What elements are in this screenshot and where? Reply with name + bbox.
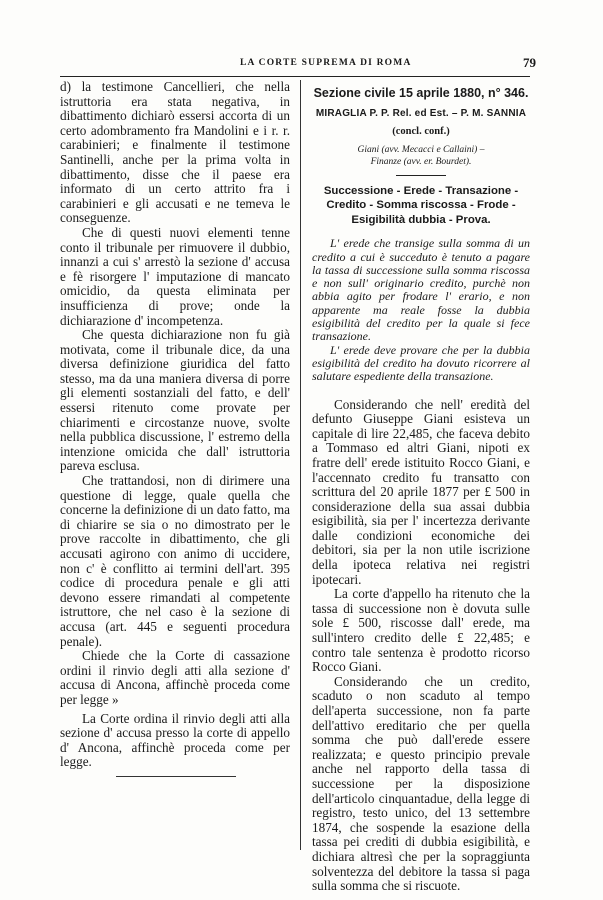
left-paragraph-3: Che questa dichiarazione non fu già motivata, come il tribunale dice, da una diversa definizione giuridica del fatto stesso, ma da una maniera diversa di porre gli elementi sostanziali del fatto, e dell' essersi ritenuto come provate per chiarimenti e circostanze nuove, svolte nella pubblica discussione, l' estremo della intenzione omicida che dall' istruttoria pareva esclusa.	[60, 327, 290, 474]
case-parties-line-1: Giani (avv. Mecacci e Callaini) –	[357, 144, 485, 155]
court-ruling-paragraph: La Corte ordina il rinvio degli atti alla sezione d' accusa presso la corte di appello d' Ancona, affinchè proceda come per legge.	[60, 710, 290, 770]
left-paragraph-4: Che trattandosi, non di dirimere una questione di legge, quale quella che concerne la definizione di un dato fatto, ma di chiarire se sia o no dimostrato per le prove raccolte in dibattimento, che gli accusati agirono con animo di uccidere, non c' è conflitto ai termini dell'art. 395 codice di procedura penale e gli atti devono essere rimandati al competente istruttore, che nel caso è la sezione di accusa (art. 445 e seguenti procedura penale).	[60, 473, 290, 649]
running-title: LA CORTE SUPREMA DI ROMA	[240, 58, 412, 68]
case-heading	[312, 86, 530, 168]
left-column	[60, 80, 290, 777]
end-rule	[116, 776, 236, 777]
left-paragraph-2: Che di questi nuovi elementi tenne conto il tribunale per rimuovere il dubbio, innanzi a cui s' arrestò la sezione d' accusa e fè risorgere l' imputazione di mancato omicidio, da questa eliminata per insufficienza di prove; onde la dichiarazione d' incompetenza.	[60, 224, 290, 328]
column-divider	[300, 80, 301, 850]
case-keywords: Successione - Erede - Transazione - Credito - Somma riscossa - Frode - Esigibilità dubbia - Prova.	[323, 184, 519, 226]
running-header	[60, 52, 536, 72]
case-maxims	[312, 237, 530, 383]
maxim-2: L' erede deve provare che per la dubbia esigibilità del credito ha dovuto ricorrere al salutare espediente della transazione.	[312, 342, 530, 384]
page-number: 79	[523, 55, 536, 70]
case-parties-line-2: Finanze (avv. er. Bourdet).	[370, 156, 472, 167]
header-rule	[60, 76, 530, 77]
left-paragraph-5: Chiede che la Corte di cassazione ordini il rinvio degli atti alla sezione d' accusa di Ancona, affinchè proceda come per legge »	[60, 648, 290, 707]
left-paragraph-1: d) la testimone Cancellieri, che nella istruttoria era stata negativa, in dibattimento dichiarò essersi accorta di un certo adombramento fra Mandolini e i r. r. carabinieri; e finalmente il testimone Santinelli, anche per la prima volta in dibattimento, disse che il paese era informato di un certo attrito fra i carabinieri e gli accusati e ne temeva le conseguenze.	[60, 79, 290, 226]
right-paragraph-3: Considerando che un credito, scaduto o non scaduto al tempo dell'aperta successione, non fa parte dell'attivo ereditario che per quella somma che può dall'erede essere realizzata; e questo principio prevale anche nel rapporto della tassa di successione per la disposizione dell'articolo cinquantadue, della legge di registro, testo unico, del 13 settembre 1874, che sospende la esazione della tassa pei crediti di dubbia esigibilità, e dichiara altresì che per la sopraggiunta solventezza del debitore la tassa si paga sulla somma che si riscuote.	[312, 673, 530, 894]
case-date-line: Sezione civile 15 aprile 1880, n° 346.	[313, 86, 529, 100]
right-body	[312, 398, 530, 894]
right-column	[312, 80, 530, 894]
right-paragraph-2: La corte d'appello ha ritenuto che la tassa di successione non è dovuta sulle sole £ 500, riscosse dall' erede, ma sull'intero credito delle £ 22,485; e contro tale sentenza è prodotto ricorso Rocco Giani.	[312, 586, 530, 675]
case-court-line: MIRAGLIA P. P. Rel. ed Est. – P. M. SANNIA	[315, 107, 527, 119]
case-conclusion: (concl. conf.)	[392, 126, 450, 138]
case-rule	[396, 175, 446, 176]
maxim-1: L' erede che transige sulla somma di un credito a cui è succeduto è tenuto a pagare la tassa di successione sulla somma riscossa e non sull' originario credito, purchè non abbia agito per frodare l' erario, e non apparente ma reale fosse la dubbia esigibilità del credito per la quale si fece transazione.	[312, 236, 530, 344]
right-paragraph-1: Considerando che nell' eredità del defunto Giuseppe Giani esisteva un capitale di lire 22,485, che faceva debito a Tommaso ed altri Giani, nipoti ex fratre dell' erede istituito Rocco Giani, e l'accennato credito fu transatto con scrittura del 20 aprile 1877 per £ 500 in considerazione della sua assai dubbia esigibilità, sia per l' incertezza derivante dalle condizioni economiche dei debitori, sia per la non utile iscrizione della ipoteca relativa nei registri ipotecari.	[312, 396, 530, 587]
case-parties	[312, 144, 530, 168]
